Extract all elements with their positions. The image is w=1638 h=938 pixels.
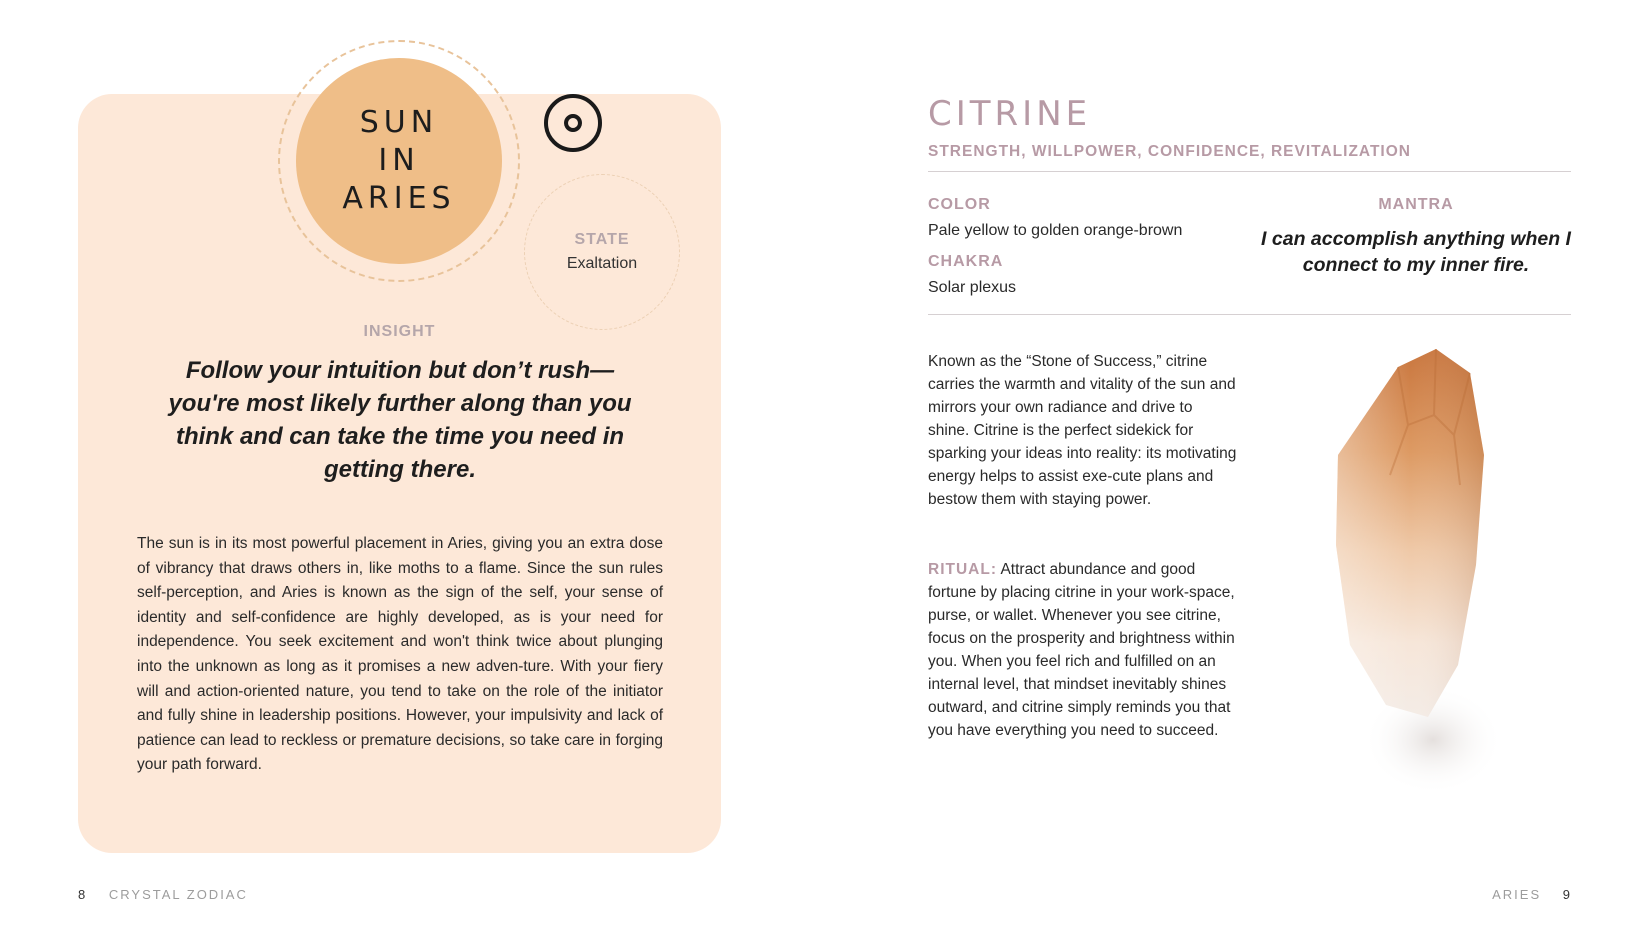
chakra-label: CHAKRA [928,253,1004,270]
insight-label: INSIGHT [363,323,436,340]
crystal-description: Known as the “Stone of Success,” citrine carries the warmth and vitality of the sun and mirrors your own radiance and drive to shine. Citrine is the perfect sidekick for sparking your ideas into reality: its motivating energy helps to assist exe-cute plans and bestow them with staying power. [928,353,1237,508]
sun-title-line2: IN [378,143,420,178]
citrine-crystal-photo [1258,345,1572,815]
divider-bottom [928,314,1571,315]
sun-sign-description: The sun is in its most powerful placement in Aries, giving you an extra dose of vibrancy that draws others in, like moths to a flame. Since the sun rules self-perception, and Aries is known as the sign of the self, your sense of identity and self-confidence are highly developed, as is your need for independence. You seek excitement and won't think twice about plunging into the unknown as long as it promises a new adven-ture. With your fiery will and action-oriented nature, you tend to take on the role of the initiator and fully shine in leadership positions. However, your impulsivity and lack of patience can lead to reckless or premature decisions, so take care in forging your path forward. [137,535,663,774]
mantra-label: MANTRA [1378,196,1454,213]
sun-title-line3: ARIES [342,181,456,216]
sun-title-line1: SUN [359,105,439,140]
right-page-number: 9 [1562,887,1572,902]
color-value: Pale yellow to golden orange-brown [928,222,1183,239]
left-page-number: 8 [78,887,88,902]
divider-top [928,171,1571,172]
right-running-head: ARIES [1492,887,1542,902]
state-badge [524,174,680,330]
sun-sign-badge [296,58,502,264]
crystal-properties: STRENGTH, WILLPOWER, CONFIDENCE, REVITALIZATION [928,143,1411,160]
ritual-paragraph [928,558,1238,742]
ritual-text: Attract abundance and good fortune by placing citrine in your work-space, purse, or wallet. Whenever you see citrine, focus on the prosperity and brightness within you. When you feel rich and fulfilled on an internal level, that mindset inevitably shines outward, and citrine simply reminds you that you have everything you need to succeed. [928,561,1235,739]
right-page-footer [1492,887,1572,902]
state-label: STATE [574,231,630,248]
left-running-head: CRYSTAL ZODIAC [108,887,248,902]
left-page-footer [78,887,248,902]
color-label: COLOR [928,196,991,213]
insight-quote: Follow your intuition but don’t rush—you're most likely further along than you think and can take the time you need in getting there. [168,357,632,483]
sun-astrology-symbol-icon [541,91,605,155]
ritual-label: RITUAL: [928,561,997,578]
state-value: Exaltation [566,255,638,272]
crystal-name: CITRINE [928,94,1092,134]
chakra-value: Solar plexus [928,279,1017,296]
mantra-text: I can accomplish anything when I connect to my inner fire. [1261,228,1571,276]
